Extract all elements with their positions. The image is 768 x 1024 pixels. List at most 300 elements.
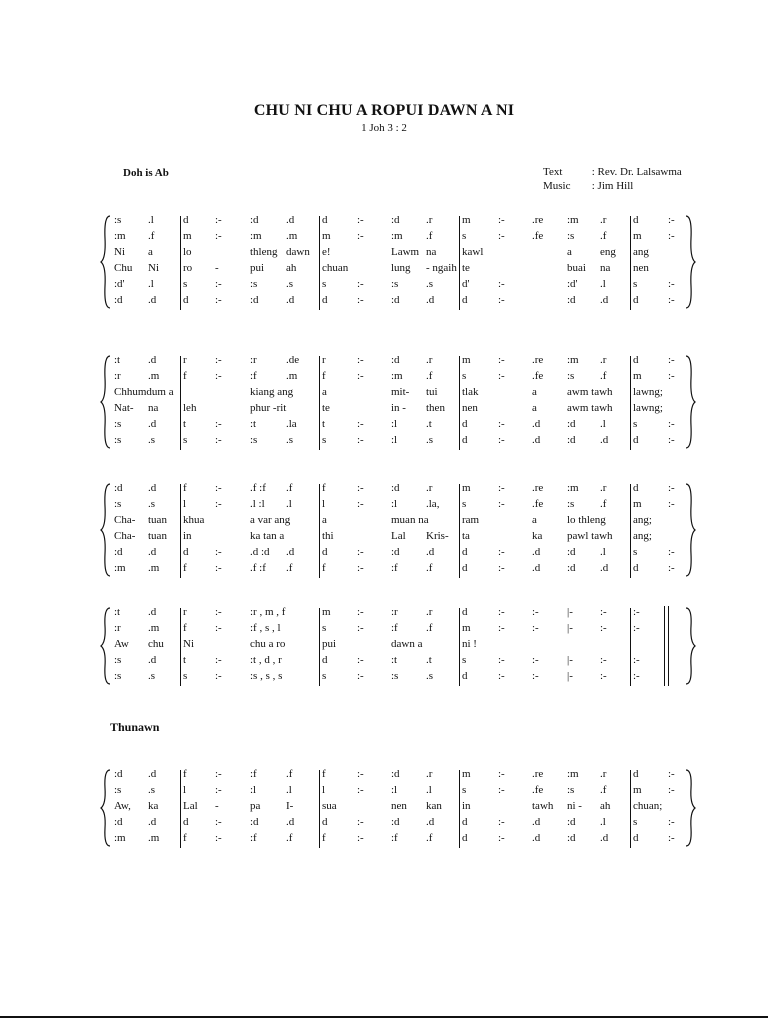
score-cell: a (532, 514, 537, 526)
score-cell: m (633, 498, 642, 510)
score-cell: :- (668, 214, 675, 226)
score-cell: .l (600, 816, 606, 828)
score-cell: :- (498, 294, 505, 306)
left-brace-icon (100, 354, 112, 450)
score-cell: Lal (183, 800, 198, 812)
score-cell: d (183, 546, 189, 558)
score-cell: .d (426, 546, 435, 558)
score-system (0, 606, 768, 686)
score-cell: l (183, 784, 187, 796)
score-cell: d (462, 418, 468, 430)
score-cell: .r (426, 768, 433, 780)
score-cell: :- (215, 354, 222, 366)
score-cell: .s (426, 278, 434, 290)
score-cell: :- (357, 670, 364, 682)
bar-line (319, 484, 320, 578)
right-brace-icon (684, 214, 696, 310)
score-cell: :f (391, 622, 398, 634)
score-cell: m (462, 354, 471, 366)
score-cell: .s (286, 278, 294, 290)
score-cell: phur -rit (250, 402, 287, 414)
score-cell: :- (532, 606, 539, 618)
score-cell: .d (148, 816, 157, 828)
score-cell: khua (183, 514, 205, 526)
score-cell: .fe (532, 370, 544, 382)
score-cell: f (183, 370, 187, 382)
score-cell: d (322, 546, 328, 558)
score-cell: :s (114, 418, 122, 430)
score-cell: .f (426, 230, 433, 242)
score-cell: d (183, 214, 189, 226)
score-cell: s (322, 622, 327, 634)
score-cell: .d (148, 546, 157, 558)
score-cell: :m (567, 768, 579, 780)
score-cell: :d (567, 418, 576, 430)
score-cell: :m (567, 482, 579, 494)
score-cell: Chhumdum a (114, 386, 174, 398)
score-cell: .s (426, 670, 434, 682)
score-cell: - ngaih (426, 262, 457, 274)
score-cell: :t (250, 418, 257, 430)
score-cell: m (633, 784, 642, 796)
score-cell: :d (567, 832, 576, 844)
score-cell: :d (391, 294, 400, 306)
score-cell: :- (498, 230, 505, 242)
score-cell: pawl tawh (567, 530, 613, 542)
score-row (0, 230, 768, 245)
score-cell: :- (498, 434, 505, 446)
score-cell: Cha- (114, 514, 136, 526)
score-cell: .d (532, 418, 541, 430)
score-cell: thi (322, 530, 334, 542)
score-cell: :- (498, 482, 505, 494)
score-cell: :m (114, 230, 126, 242)
score-cell: d (633, 482, 639, 494)
score-cell: .f (426, 562, 433, 574)
score-cell: :- (498, 370, 505, 382)
score-cell: :- (600, 654, 607, 666)
score-cell: dawn (286, 246, 310, 258)
score-cell: :- (215, 230, 222, 242)
score-cell: d (462, 562, 468, 574)
score-cell: :s (114, 784, 122, 796)
score-cell: awm tawh (567, 386, 613, 398)
score-cell: d (633, 832, 639, 844)
score-cell: .l (600, 418, 606, 430)
score-cell: :- (215, 654, 222, 666)
score-cell: .m (286, 370, 298, 382)
bar-line (319, 770, 320, 848)
score-cell: .d (532, 546, 541, 558)
score-cell: :t (114, 606, 121, 618)
score-cell: chuan (322, 262, 349, 274)
score-cell: :- (633, 622, 640, 634)
key-signature: Doh is Ab (123, 167, 169, 179)
score-row (0, 294, 768, 309)
score-cell: :- (357, 606, 364, 618)
score-cell: d (183, 294, 189, 306)
score-cell: s (183, 434, 188, 446)
score-cell: Ni (183, 638, 194, 650)
score-row (0, 370, 768, 385)
score-cell: :- (668, 498, 675, 510)
score-cell: f (183, 562, 187, 574)
score-cell: a (532, 402, 537, 414)
score-cell: .t (426, 418, 432, 430)
score-cell: :- (357, 354, 364, 366)
score-cell: .re (532, 214, 544, 226)
bar-line (630, 216, 631, 310)
score-cell: :f , s , l (250, 622, 281, 634)
score-cell: nen (391, 800, 407, 812)
score-cell: m (633, 370, 642, 382)
bar-line (319, 356, 320, 450)
score-cell: :- (357, 370, 364, 382)
score-cell: :d (114, 482, 123, 494)
score-cell: d (462, 816, 468, 828)
score-cell: s (633, 418, 638, 430)
score-cell: lawng; (633, 386, 663, 398)
score-cell: lo thleng (567, 514, 606, 526)
score-cell: .f (600, 230, 607, 242)
score-cell: :- (633, 654, 640, 666)
score-cell: f (322, 562, 326, 574)
score-cell: .fe (532, 230, 544, 242)
bar-line (459, 608, 460, 686)
score-cell: .m (148, 562, 160, 574)
score-cell: .l (600, 546, 606, 558)
score-cell: :- (498, 418, 505, 430)
score-cell: .f (148, 230, 155, 242)
score-cell: d (462, 294, 468, 306)
score-cell: :d (391, 354, 400, 366)
score-cell: .d (148, 768, 157, 780)
score-cell: kan (426, 800, 442, 812)
score-cell: :- (532, 670, 539, 682)
score-cell: :- (498, 832, 505, 844)
score-cell: f (183, 768, 187, 780)
score-cell: a (322, 514, 327, 526)
score-cell: ah (286, 262, 297, 274)
bar-line (630, 608, 631, 686)
score-cell: :- (357, 294, 364, 306)
score-cell: .re (532, 482, 544, 494)
score-cell: .d (148, 482, 157, 494)
score-row (0, 498, 768, 513)
score-cell: :- (215, 482, 222, 494)
score-cell: .d (600, 434, 609, 446)
score-cell: :t (391, 654, 398, 666)
score-cell: d (633, 768, 639, 780)
score-cell: s (322, 434, 327, 446)
score-cell: .f (286, 768, 293, 780)
score-cell: .l (148, 278, 154, 290)
score-cell: d (462, 434, 468, 446)
score-cell: te (462, 262, 470, 274)
score-cell: :m (567, 354, 579, 366)
score-cell: :d (114, 546, 123, 558)
score-cell: Chu (114, 262, 133, 274)
score-cell: muan na (391, 514, 429, 526)
score-cell: :- (668, 370, 675, 382)
score-cell: .m (148, 622, 160, 634)
score-cell: :- (498, 654, 505, 666)
score-cell: :- (668, 832, 675, 844)
score-cell: :s (250, 434, 258, 446)
score-cell: .fe (532, 498, 544, 510)
score-cell: .f (286, 482, 293, 494)
bar-line (630, 484, 631, 578)
score-cell: .m (148, 370, 160, 382)
bar-line (180, 770, 181, 848)
score-cell: Aw (114, 638, 129, 650)
score-cell: .f (600, 784, 607, 796)
score-cell: a (567, 246, 572, 258)
score-cell: s (322, 278, 327, 290)
score-cell: .s (286, 434, 294, 446)
score-cell: :- (215, 784, 222, 796)
score-cell: :s (391, 278, 399, 290)
bar-line (630, 770, 631, 848)
score-cell: :d (567, 546, 576, 558)
left-brace-icon (100, 214, 112, 310)
score-cell: s (462, 654, 467, 666)
score-cell: :l (391, 498, 398, 510)
score-cell: :- (498, 546, 505, 558)
score-row (0, 606, 768, 621)
score-row (0, 354, 768, 369)
score-cell: m (633, 230, 642, 242)
score-cell: dawn a (391, 638, 423, 650)
score-system (0, 214, 768, 310)
score-cell: :- (600, 670, 607, 682)
score-cell: .r (600, 768, 607, 780)
score-cell: d (633, 294, 639, 306)
score-cell: in (183, 530, 192, 542)
score-cell: :- (633, 606, 640, 618)
score-cell: :d (567, 434, 576, 446)
score-cell: ang (633, 246, 649, 258)
score-cell: :d (567, 294, 576, 306)
score-cell: s (462, 230, 467, 242)
score-cell: Cha- (114, 530, 136, 542)
score-cell: f (322, 832, 326, 844)
score-cell: pa (250, 800, 261, 812)
score-cell: .d (600, 294, 609, 306)
score-cell: :d' (114, 278, 125, 290)
credit-label: Text (543, 166, 563, 178)
score-cell: :m (391, 370, 403, 382)
score-cell: nen (462, 402, 478, 414)
score-row (0, 784, 768, 799)
credits (543, 165, 682, 193)
score-cell: :- (357, 784, 364, 796)
score-cell: l (183, 498, 187, 510)
score-row (0, 214, 768, 229)
score-cell: :f (391, 832, 398, 844)
score-cell: buai (567, 262, 586, 274)
score-cell: :- (215, 816, 222, 828)
score-cell: :- (498, 816, 505, 828)
score-cell: :s (567, 370, 575, 382)
score-cell: .r (600, 214, 607, 226)
score-cell: .l (148, 214, 154, 226)
score-cell: d (462, 670, 468, 682)
score-cell: :- (532, 654, 539, 666)
score-cell: .t (426, 654, 432, 666)
score-cell: :- (668, 418, 675, 430)
score-cell: :m (114, 832, 126, 844)
score-cell: :- (498, 606, 505, 618)
score-cell: :- (668, 294, 675, 306)
score-cell: :- (668, 278, 675, 290)
score-cell: ah (600, 800, 611, 812)
section-label-chorus: Thunawn (110, 720, 160, 734)
score-cell: :s (114, 670, 122, 682)
bar-line (459, 770, 460, 848)
score-cell: :- (532, 622, 539, 634)
score-cell: :- (668, 482, 675, 494)
score-cell: d (462, 606, 468, 618)
score-row (0, 800, 768, 815)
score-cell: :- (215, 670, 222, 682)
score-cell: |- (567, 654, 573, 666)
score-cell: .r (600, 354, 607, 366)
score-row (0, 768, 768, 783)
score-cell: ang; (633, 514, 652, 526)
score-cell: ram (462, 514, 480, 526)
score-cell: tuan (148, 530, 167, 542)
score-cell: - (215, 800, 219, 812)
score-cell: d (633, 354, 639, 366)
score-cell: .l (286, 784, 292, 796)
score-cell: ka (532, 530, 543, 542)
score-cell: a var ang (250, 514, 291, 526)
score-row (0, 816, 768, 831)
score-cell: :- (498, 670, 505, 682)
score-cell: m (462, 482, 471, 494)
score-cell: .s (148, 784, 156, 796)
score-row (0, 386, 768, 401)
score-row (0, 530, 768, 545)
score-cell: :m (250, 230, 262, 242)
score-cell: .r (426, 482, 433, 494)
score-cell: .d (426, 816, 435, 828)
score-cell: d (322, 654, 328, 666)
score-cell: s (633, 816, 638, 828)
score-cell: lawng; (633, 402, 663, 414)
score-cell: :d (391, 214, 400, 226)
score-cell: :s (114, 498, 122, 510)
score-cell: f (322, 370, 326, 382)
score-cell: :- (215, 278, 222, 290)
score-cell: chuan; (633, 800, 663, 812)
score-cell: :- (498, 784, 505, 796)
bar-line (180, 484, 181, 578)
score-cell: :- (215, 606, 222, 618)
score-cell: :- (668, 768, 675, 780)
score-cell: :- (498, 278, 505, 290)
score-cell: :- (215, 294, 222, 306)
score-row (0, 546, 768, 561)
score-cell: kawl (462, 246, 484, 258)
score-cell: :d (250, 294, 259, 306)
score-cell: .m (286, 230, 298, 242)
score-cell: f (322, 768, 326, 780)
score-cell: .l (600, 278, 606, 290)
score-cell: :- (215, 622, 222, 634)
score-row (0, 402, 768, 417)
score-cell: :- (215, 214, 222, 226)
score-cell: :- (357, 230, 364, 242)
score-cell: d (633, 434, 639, 446)
score-cell: :d (391, 816, 400, 828)
final-double-bar (664, 606, 665, 686)
score-cell: d (322, 294, 328, 306)
score-cell: :- (215, 370, 222, 382)
score-cell: .l :l (250, 498, 265, 510)
score-row (0, 622, 768, 637)
score-cell: :- (668, 816, 675, 828)
score-cell: :s (567, 498, 575, 510)
score-cell: :d (567, 816, 576, 828)
score-cell: Ni (114, 246, 125, 258)
score-cell: :d (391, 546, 400, 558)
score-cell: .r (600, 482, 607, 494)
score-row (0, 434, 768, 449)
score-cell: :- (498, 562, 505, 574)
score-cell: :- (215, 434, 222, 446)
score-cell: :r (391, 606, 398, 618)
bar-line (319, 216, 320, 310)
score-cell: sua (322, 800, 337, 812)
score-cell: .d (532, 434, 541, 446)
score-cell: :- (668, 434, 675, 446)
score-cell: .s (148, 670, 156, 682)
score-cell: :- (357, 768, 364, 780)
score-cell: .re (532, 354, 544, 366)
score-cell: :f (391, 562, 398, 574)
score-cell: :- (668, 546, 675, 558)
credit-music (543, 179, 682, 193)
score-cell: d (183, 816, 189, 828)
score-cell: :m (391, 230, 403, 242)
score-cell: :t , d , r (250, 654, 282, 666)
score-cell: awm tawh (567, 402, 613, 414)
score-row (0, 638, 768, 653)
score-cell: lo (183, 246, 192, 258)
score-row (0, 246, 768, 261)
score-cell: :l (391, 784, 398, 796)
score-cell: :- (215, 832, 222, 844)
credit-label: Music (543, 180, 571, 192)
score-cell: :- (600, 622, 607, 634)
score-cell: .d (532, 816, 541, 828)
score-cell: .f (286, 832, 293, 844)
score-row (0, 654, 768, 669)
score-cell: :r (114, 622, 121, 634)
score-cell: chu (148, 638, 164, 650)
score-cell: :s (114, 214, 122, 226)
score-cell: te (322, 402, 330, 414)
score-cell: in (462, 800, 471, 812)
score-cell: .l (286, 498, 292, 510)
score-cell: :d (250, 214, 259, 226)
score-cell: :- (357, 816, 364, 828)
score-cell: :r (114, 370, 121, 382)
score-cell: t (183, 654, 187, 666)
score-cell: ni - (567, 800, 582, 812)
